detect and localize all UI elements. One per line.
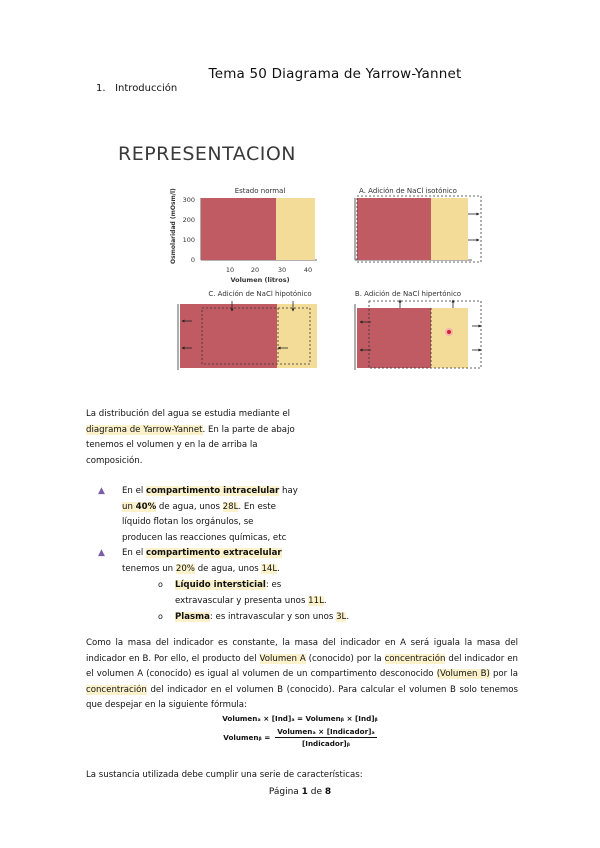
panel-title-hiper: B. Adición de NaCl hipertónico [354, 290, 462, 298]
x-tick: 20 [250, 266, 260, 274]
formula-numerator: Volumenₐ × [Indicador]ₐ [277, 727, 375, 736]
intro-paragraph: La distribución del agua se estudia mediante el diagrama de Yarrow-Yannet. En la parte de abajo tenemos el volumen y en la de arriba la composición. [86, 409, 295, 466]
list-item: ▲ En el compartimento intracelular hay un 40% de agua, unos 28L. En este líquido flotan los orgánulos, se producen las reacciones químicas, etc [98, 486, 298, 543]
page-footer: Página 1 de 8 [268, 787, 332, 797]
x-tick: 30 [277, 266, 287, 274]
compartment-list: ▲ En el compartimento intracelular hay un 40% de agua, unos 28L. En este líquido flotan los orgánulos, se producen las reacciones químicas, etc ▲ En el compartimento extracelular tenemos un 20% de agua, unos 14L. o Líquido intersticial: es extravascular y presenta unos 11L. o Plasma: es intravascular y son unos 3L. [98, 484, 358, 626]
panel-title-hipo: C. Adición de NaCl hipotónico [208, 290, 312, 298]
extracellular-block [276, 198, 315, 260]
formula-denominator: [Indicador]ᵦ [301, 739, 350, 748]
document-title: Tema 50 Diagrama de Yarrow-Yannet [208, 66, 462, 82]
y-tick: 0 [190, 256, 195, 264]
bullet-icon: ▲ [98, 548, 105, 558]
panel-title-iso: A. Adición de NaCl isotónico [359, 187, 457, 195]
y-tick: 300 [182, 196, 195, 204]
panel-title-normal: Estado normal [234, 187, 286, 195]
formula-line-1: Volumenₐ × [Ind]ₐ = Volumenᵦ × [Ind]ᵦ [222, 714, 378, 723]
x-axis-label: Volumen (litros) [230, 276, 290, 284]
closing-sentence: La sustancia utilizada debe cumplir una serie de características: [86, 770, 363, 780]
intracellular-block [201, 198, 276, 260]
y-tick: 200 [182, 216, 195, 224]
section-number: 1. [96, 83, 106, 94]
formula [200, 714, 400, 766]
page-total: 8 [324, 787, 332, 797]
sub-list-item: o Líquido intersticial: es extravascular y presenta unos 11L. [158, 580, 327, 606]
section-label: Introducción [115, 83, 178, 94]
formula-lhs: Volumenᵦ = [223, 733, 271, 742]
list-item: ▲ En el compartimento extracelular [98, 546, 358, 562]
page-number: 1 [301, 787, 308, 797]
sub-list-item: o Plasma: es intravascular y son unos 3L. [158, 612, 350, 622]
section-heading [96, 83, 177, 94]
yarrow-yannet-figure [112, 136, 492, 376]
y-tick: 100 [182, 236, 195, 244]
x-tick: 10 [225, 266, 235, 274]
figure-heading: REPRESENTACION [118, 143, 296, 165]
main-paragraph: Como la masa del indicador es constante, la masa del indicador en A será iguala la masa del indicador en B. Por ello, el producto del Volumen A (conocido) por la concentración del indicador en el volumen A (conocido) es igual al volumen de un compartimento desconocido (Volumen B) por la concentración del indicador en el volumen B (conocido). Para calcular el volumen B solo tenemos que despejar en la siguiente fórmula: [86, 638, 518, 710]
y-axis-label: Osmolaridad (mOsm/l) [170, 188, 177, 264]
bullet-icon: ▲ [98, 486, 105, 496]
highlight-diagram: diagrama de Yarrow-Yannet [86, 424, 203, 435]
x-tick: 40 [303, 266, 313, 274]
